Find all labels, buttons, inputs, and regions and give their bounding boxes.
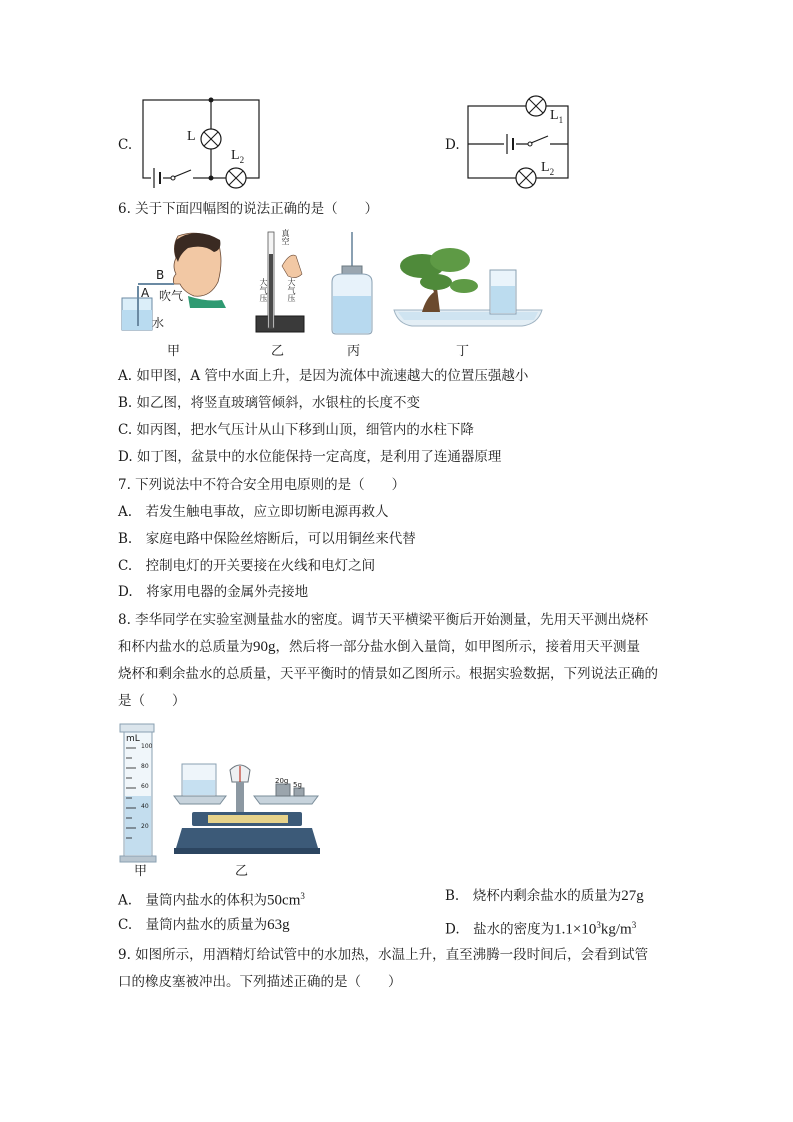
label-b: B <box>156 268 165 282</box>
caption-q8-yi: 乙 <box>235 864 249 879</box>
label-atm1: 大气压 <box>259 278 268 302</box>
label-atm2: 大气压 <box>287 278 296 302</box>
scale-base-icon <box>176 828 318 848</box>
c-lamp1-label: L <box>187 129 196 144</box>
circuit-c-diagram <box>135 92 265 192</box>
figure-balance-scale <box>172 752 322 862</box>
q8-option-c: C. 量筒内盐水的质量为63g <box>118 917 290 933</box>
weight-20g-label: 20g <box>275 777 289 785</box>
q7-stem: 7. 下列说法中不符合安全用电原则的是（ ） <box>118 477 406 493</box>
q8-stem-line3: 烧杯和剩余盐水的总质量，天平平衡时的情景如乙图所示。根据实验数据，下列说法正确的 <box>118 666 658 682</box>
q9-stem-line2: 口的橡皮塞被冲出。下列描述正确的是（ ） <box>118 974 402 990</box>
q5-option-c-label: C. <box>118 137 133 153</box>
q5-option-d-label: D. <box>445 137 460 153</box>
caption-jia: 甲 <box>167 344 181 359</box>
q7-option-a: A. 若发生触电事故，应立即切断电源再救人 <box>118 504 389 520</box>
caption-ding: 丁 <box>456 344 470 359</box>
caption-yi: 乙 <box>271 344 285 359</box>
boy-shirt-icon <box>188 296 226 308</box>
hand-icon <box>282 255 302 277</box>
caption-q8-jia: 甲 <box>134 864 148 879</box>
q6-option-d: D. 如丁图，盆景中的水位能保持一定高度，是利用了连通器原理 <box>118 449 502 465</box>
mercury-trough-icon <box>256 316 304 332</box>
figure-jia-blowing <box>118 226 230 338</box>
caption-bing: 丙 <box>347 344 361 359</box>
q8-stem-line4: 是（ ） <box>118 693 186 709</box>
weight-5g-icon <box>294 788 304 796</box>
q8-option-d: D. 盐水的密度为$1.1\times 10^3kg/m^3$ <box>445 920 637 938</box>
q8-stem-line2: 和杯内盐水的总质量为90g，然后将一部分盐水倒入量筒，如甲图所示，接着用天平测量 <box>118 639 640 655</box>
q6-stem: 6. 关于下面四幅图的说法正确的是（ ） <box>118 201 379 217</box>
q6-option-a: A. 如甲图，A 管中水面上升，是因为流体中流速越大的位置压强越小 <box>118 368 529 384</box>
figure-ding-bonsai <box>392 240 546 330</box>
label-water: 水 <box>152 316 165 330</box>
q6-option-c: C. 如丙图，把水气压计从山下移到山顶，细管内的水柱下降 <box>118 422 474 438</box>
circuit-d-diagram <box>460 92 580 190</box>
cylinder-tick-20: 20 <box>141 823 149 830</box>
cylinder-tick-100: 100 <box>141 743 153 750</box>
q6-option-b: B. 如乙图，将竖直玻璃管倾斜，水银柱的长度不变 <box>118 395 421 411</box>
c-lamp2-label: $L_2$ <box>231 148 245 165</box>
d-lamp1-label: $L_1$ <box>550 108 564 125</box>
cylinder-tick-60: 60 <box>141 783 149 790</box>
q8-stem-line1: 8. 李华同学在实验室测量盐水的密度。调节天平横梁平衡后开始测量，先用天平测出烧杯 <box>118 612 649 628</box>
left-pan-icon <box>174 796 226 804</box>
weight-5g-label: 5g <box>293 781 302 789</box>
cylinder-tick-80: 80 <box>141 763 149 770</box>
cylinder-unit: mL <box>126 734 140 744</box>
cylinder-tick-40: 40 <box>141 803 149 810</box>
q9-stem-line1: 9. 如图所示，用酒精灯给试管中的水加热，水温上升，直至沸腾一段时间后，会看到试管 <box>118 947 649 963</box>
figure-bing-barometer <box>324 230 380 338</box>
right-pan-icon <box>254 796 318 804</box>
label-blow: 吹气 <box>159 289 184 303</box>
q7-option-d: D. 将家用电器的金属外壳接地 <box>118 584 309 600</box>
q7-option-c: C. 控制电灯的开关要接在火线和电灯之间 <box>118 558 376 574</box>
d-lamp2-label: $L_2$ <box>541 160 555 177</box>
q7-option-b: B. 家庭电路中保险丝熔断后，可以用铜丝来代替 <box>118 531 416 547</box>
q8-option-b: B. 烧杯内剩余盐水的质量为27g <box>445 888 644 904</box>
weight-20g-icon <box>276 784 290 796</box>
q8-option-a: A. 量筒内盐水的体积为$50cm^3$ <box>118 891 305 909</box>
label-vacuum: 真空 <box>281 229 290 245</box>
label-a: A <box>141 286 150 300</box>
